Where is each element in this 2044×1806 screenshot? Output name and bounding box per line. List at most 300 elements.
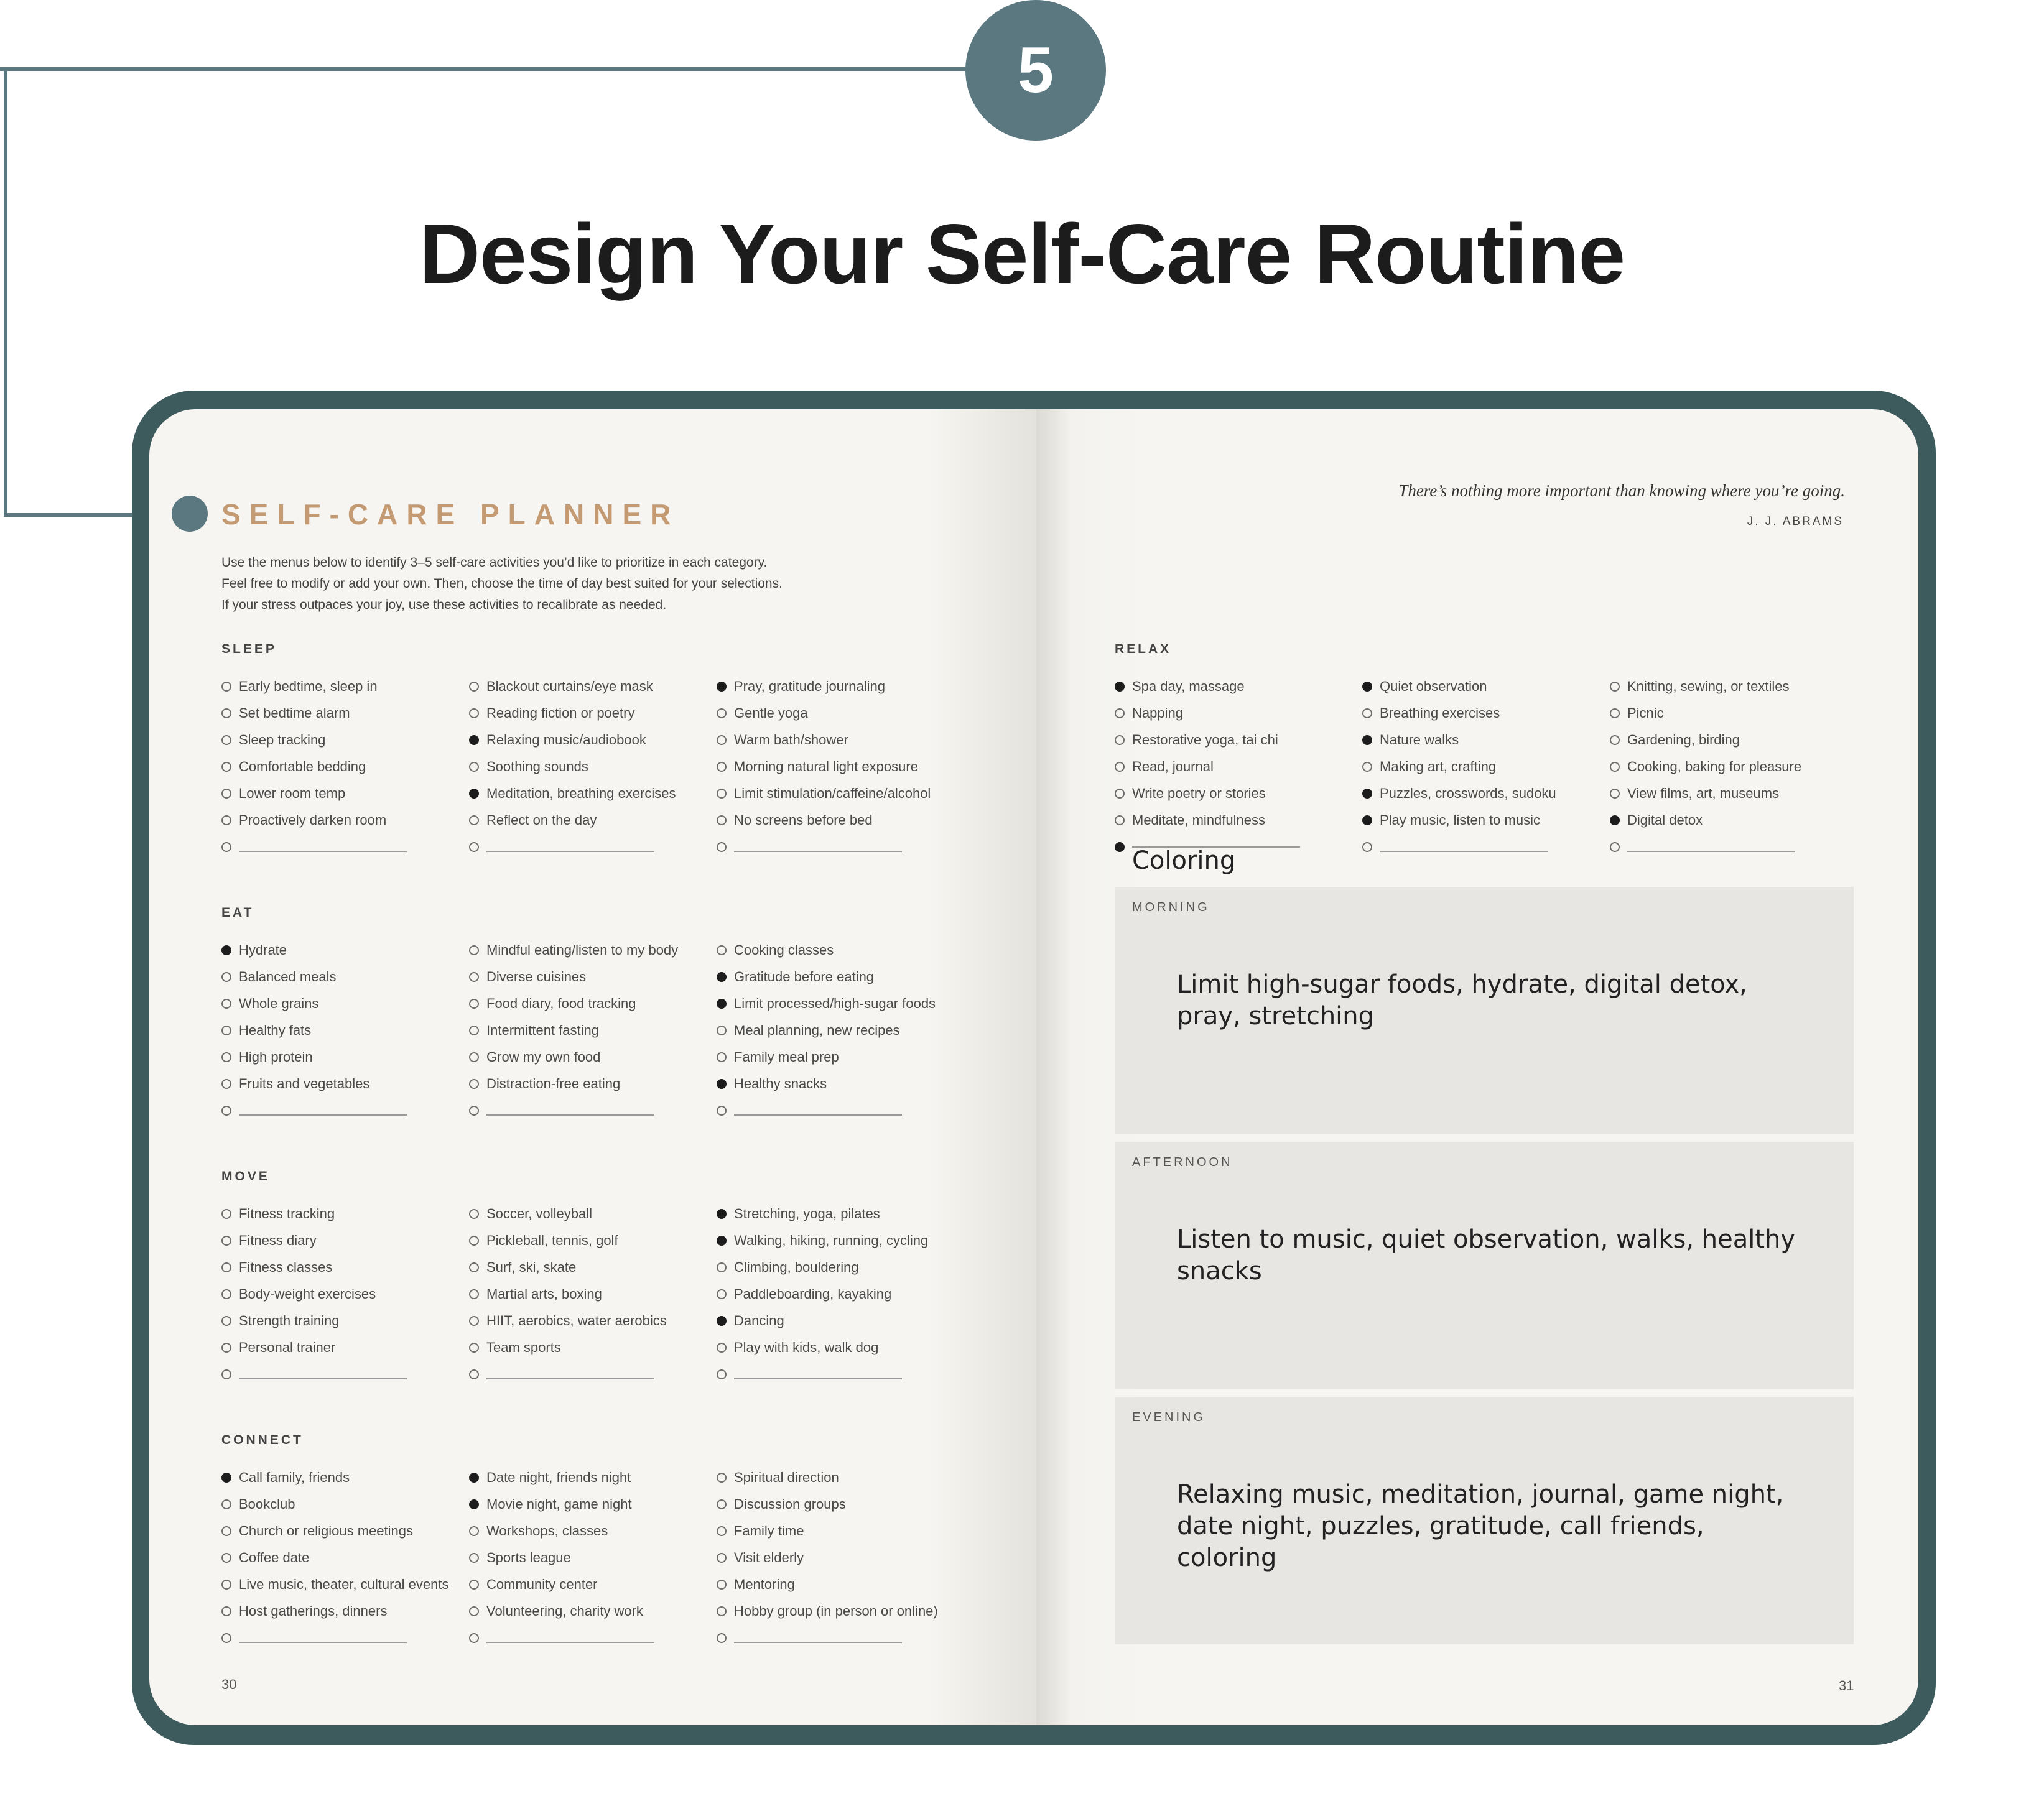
radio-empty-icon[interactable] bbox=[717, 1369, 727, 1379]
eat-option[interactable] bbox=[469, 1017, 718, 1044]
move-option[interactable] bbox=[717, 1334, 965, 1361]
radio-empty-icon[interactable] bbox=[221, 1289, 231, 1299]
radio-checked-icon[interactable] bbox=[221, 1473, 231, 1483]
move-option[interactable] bbox=[717, 1254, 965, 1280]
eat-option[interactable] bbox=[469, 937, 718, 963]
radio-empty-icon[interactable] bbox=[221, 1106, 231, 1116]
move-option[interactable] bbox=[717, 1307, 965, 1334]
radio-empty-icon[interactable] bbox=[221, 972, 231, 982]
option-label: Reflect on the day bbox=[486, 812, 597, 828]
relax-option[interactable] bbox=[1115, 700, 1363, 726]
sleep-option[interactable] bbox=[221, 807, 470, 833]
relax-option[interactable] bbox=[1115, 780, 1363, 807]
radio-empty-icon[interactable] bbox=[221, 1369, 231, 1379]
radio-empty-icon[interactable] bbox=[717, 945, 727, 955]
option-label: Hydrate bbox=[239, 942, 287, 958]
radio-checked-icon[interactable] bbox=[1362, 735, 1372, 745]
option-label: Proactively darken room bbox=[239, 812, 387, 828]
radio-empty-icon[interactable] bbox=[221, 842, 231, 852]
connect-option[interactable] bbox=[717, 1464, 965, 1491]
eat-option[interactable] bbox=[221, 990, 470, 1017]
radio-empty-icon[interactable] bbox=[469, 682, 479, 692]
afternoon-box bbox=[1115, 1142, 1854, 1389]
radio-empty-icon[interactable] bbox=[717, 842, 727, 852]
eat-options-col3 bbox=[717, 937, 965, 1124]
radio-empty-icon[interactable] bbox=[221, 999, 231, 1009]
radio-empty-icon[interactable] bbox=[469, 815, 479, 825]
option-label: Set bedtime alarm bbox=[239, 705, 350, 721]
radio-empty-icon[interactable] bbox=[469, 1606, 479, 1616]
eat-option[interactable] bbox=[221, 963, 470, 990]
move-option[interactable] bbox=[717, 1227, 965, 1254]
radio-checked-icon[interactable] bbox=[717, 1236, 727, 1246]
radio-checked-icon[interactable] bbox=[717, 682, 727, 692]
radio-checked-icon[interactable] bbox=[717, 1316, 727, 1326]
radio-empty-icon[interactable] bbox=[221, 1052, 231, 1062]
option-label: Bookclub bbox=[239, 1496, 295, 1512]
radio-empty-icon[interactable] bbox=[717, 1106, 727, 1116]
radio-checked-icon[interactable] bbox=[717, 1079, 727, 1089]
write-in-line[interactable] bbox=[734, 1642, 902, 1643]
radio-checked-icon[interactable] bbox=[1115, 682, 1125, 692]
radio-empty-icon[interactable] bbox=[717, 815, 727, 825]
eat-option[interactable] bbox=[717, 963, 965, 990]
handwritten-entry: Coloring bbox=[1132, 846, 1236, 875]
move-write-in-option[interactable] bbox=[469, 1361, 718, 1387]
radio-empty-icon[interactable] bbox=[1362, 842, 1372, 852]
radio-checked-icon[interactable] bbox=[1362, 789, 1372, 799]
radio-empty-icon[interactable] bbox=[469, 945, 479, 955]
relax-write-in-option[interactable] bbox=[1610, 833, 1859, 860]
eat-option[interactable] bbox=[717, 1070, 965, 1097]
option-label: Discussion groups bbox=[734, 1496, 846, 1512]
radio-empty-icon[interactable] bbox=[221, 1026, 231, 1035]
relax-option[interactable] bbox=[1610, 700, 1859, 726]
option-label: Napping bbox=[1132, 705, 1183, 721]
radio-empty-icon[interactable] bbox=[469, 842, 479, 852]
radio-empty-icon[interactable] bbox=[469, 1316, 479, 1326]
move-option[interactable] bbox=[221, 1334, 470, 1361]
planner-intro bbox=[221, 552, 968, 616]
relax-option[interactable] bbox=[1610, 807, 1859, 833]
radio-empty-icon[interactable] bbox=[1610, 682, 1620, 692]
option-label: Intermittent fasting bbox=[486, 1022, 599, 1038]
connect-option[interactable] bbox=[221, 1544, 470, 1571]
option-label: Making art, crafting bbox=[1380, 758, 1497, 774]
option-label: Cooking classes bbox=[734, 942, 834, 958]
move-option[interactable] bbox=[717, 1200, 965, 1227]
option-label: Fitness classes bbox=[239, 1259, 333, 1275]
radio-empty-icon[interactable] bbox=[1610, 789, 1620, 799]
radio-empty-icon[interactable] bbox=[717, 1633, 727, 1643]
relax-option[interactable] bbox=[1115, 673, 1363, 700]
eat-options-col1 bbox=[221, 937, 470, 1124]
connect-option[interactable] bbox=[717, 1544, 965, 1571]
relax-options-col1 bbox=[1115, 673, 1363, 875]
write-in-line[interactable] bbox=[1132, 846, 1300, 875]
radio-empty-icon[interactable] bbox=[469, 1079, 479, 1089]
sleep-option[interactable] bbox=[717, 726, 965, 753]
radio-empty-icon[interactable] bbox=[221, 735, 231, 745]
radio-empty-icon[interactable] bbox=[221, 1606, 231, 1616]
connect-options-col1 bbox=[221, 1464, 470, 1651]
connect-option[interactable] bbox=[469, 1571, 718, 1598]
radio-empty-icon[interactable] bbox=[1115, 789, 1125, 799]
radio-empty-icon[interactable] bbox=[469, 1026, 479, 1035]
radio-empty-icon[interactable] bbox=[469, 999, 479, 1009]
intro-line: If your stress outpaces your joy, use these activities to recalibrate as needed. bbox=[221, 598, 667, 612]
radio-checked-icon[interactable] bbox=[221, 945, 231, 955]
quote-author: J. J. ABRAMS bbox=[1747, 515, 1844, 528]
relax-option[interactable] bbox=[1115, 807, 1363, 833]
eat-option[interactable] bbox=[717, 990, 965, 1017]
radio-checked-icon[interactable] bbox=[469, 789, 479, 799]
relax-option[interactable] bbox=[1362, 753, 1611, 780]
category-label-relax: RELAX bbox=[1115, 642, 1172, 656]
move-option[interactable] bbox=[469, 1280, 718, 1307]
option-label: Breathing exercises bbox=[1380, 705, 1500, 721]
radio-empty-icon[interactable] bbox=[221, 815, 231, 825]
radio-empty-icon[interactable] bbox=[221, 1316, 231, 1326]
radio-empty-icon[interactable] bbox=[717, 1026, 727, 1035]
option-label: Warm bath/shower bbox=[734, 731, 848, 748]
connect-option[interactable] bbox=[221, 1571, 470, 1598]
radio-empty-icon[interactable] bbox=[1362, 762, 1372, 772]
radio-empty-icon[interactable] bbox=[221, 789, 231, 799]
connect-option[interactable] bbox=[221, 1464, 470, 1491]
sleep-option[interactable] bbox=[469, 807, 718, 833]
write-in-line[interactable] bbox=[1627, 851, 1795, 852]
radio-empty-icon[interactable] bbox=[717, 1553, 727, 1563]
connect-write-in-option[interactable] bbox=[469, 1624, 718, 1651]
radio-empty-icon[interactable] bbox=[469, 1262, 479, 1272]
radio-checked-icon[interactable] bbox=[717, 999, 727, 1009]
radio-empty-icon[interactable] bbox=[1115, 762, 1125, 772]
radio-empty-icon[interactable] bbox=[717, 1052, 727, 1062]
eat-option[interactable] bbox=[469, 1044, 718, 1070]
relax-write-in-option[interactable] bbox=[1115, 833, 1363, 875]
option-label: Play with kids, walk dog bbox=[734, 1339, 879, 1355]
option-label: Meditate, mindfulness bbox=[1132, 812, 1265, 828]
move-options-col2 bbox=[469, 1200, 718, 1387]
radio-empty-icon[interactable] bbox=[717, 1262, 727, 1272]
category-label-move: MOVE bbox=[221, 1169, 270, 1183]
move-option[interactable] bbox=[469, 1227, 718, 1254]
option-label: Comfortable bedding bbox=[239, 758, 366, 774]
sleep-option[interactable] bbox=[469, 726, 718, 753]
radio-empty-icon[interactable] bbox=[717, 1289, 727, 1299]
radio-empty-icon[interactable] bbox=[469, 1289, 479, 1299]
eat-write-in-option[interactable] bbox=[469, 1097, 718, 1124]
option-label: Surf, ski, skate bbox=[486, 1259, 577, 1275]
connect-option[interactable] bbox=[469, 1491, 718, 1517]
radio-empty-icon[interactable] bbox=[221, 1236, 231, 1246]
sleep-option[interactable] bbox=[469, 780, 718, 807]
radio-empty-icon[interactable] bbox=[717, 1343, 727, 1353]
connect-option[interactable] bbox=[469, 1464, 718, 1491]
radio-checked-icon[interactable] bbox=[469, 1473, 479, 1483]
option-label: Quiet observation bbox=[1380, 678, 1487, 694]
connect-option[interactable] bbox=[221, 1598, 470, 1624]
option-label: Limit processed/high-sugar foods bbox=[734, 995, 936, 1011]
option-label: Grow my own food bbox=[486, 1049, 601, 1065]
write-in-line[interactable] bbox=[486, 851, 654, 852]
radio-empty-icon[interactable] bbox=[1610, 762, 1620, 772]
radio-checked-icon[interactable] bbox=[1362, 815, 1372, 825]
sleep-option[interactable] bbox=[221, 780, 470, 807]
relax-option[interactable] bbox=[1610, 780, 1859, 807]
option-label: Spiritual direction bbox=[734, 1469, 839, 1485]
sleep-option[interactable] bbox=[221, 726, 470, 753]
radio-empty-icon[interactable] bbox=[1115, 815, 1125, 825]
relax-options-col3 bbox=[1610, 673, 1859, 860]
radio-empty-icon[interactable] bbox=[469, 708, 479, 718]
radio-empty-icon[interactable] bbox=[1115, 735, 1125, 745]
sleep-option[interactable] bbox=[717, 673, 965, 700]
radio-checked-icon[interactable] bbox=[717, 972, 727, 982]
radio-empty-icon[interactable] bbox=[717, 1499, 727, 1509]
radio-checked-icon[interactable] bbox=[469, 735, 479, 745]
eat-option[interactable] bbox=[469, 963, 718, 990]
sleep-options-col3 bbox=[717, 673, 965, 860]
move-option[interactable] bbox=[717, 1280, 965, 1307]
radio-empty-icon[interactable] bbox=[469, 1343, 479, 1353]
eat-option[interactable] bbox=[717, 1017, 965, 1044]
option-label: Morning natural light exposure bbox=[734, 758, 918, 774]
eat-options-col2 bbox=[469, 937, 718, 1124]
write-in-line[interactable] bbox=[1380, 851, 1548, 852]
radio-empty-icon[interactable] bbox=[717, 735, 727, 745]
radio-checked-icon[interactable] bbox=[717, 1209, 727, 1219]
write-in-line[interactable] bbox=[734, 1114, 902, 1116]
radio-empty-icon[interactable] bbox=[717, 1580, 727, 1590]
eat-option[interactable] bbox=[221, 1017, 470, 1044]
radio-checked-icon[interactable] bbox=[1115, 842, 1125, 852]
option-label: Meal planning, new recipes bbox=[734, 1022, 900, 1038]
radio-empty-icon[interactable] bbox=[221, 1343, 231, 1353]
eat-write-in-option[interactable] bbox=[221, 1097, 470, 1124]
move-option[interactable] bbox=[469, 1334, 718, 1361]
move-option[interactable] bbox=[469, 1254, 718, 1280]
radio-empty-icon[interactable] bbox=[717, 1606, 727, 1616]
connect-option[interactable] bbox=[717, 1598, 965, 1624]
relax-write-in-option[interactable] bbox=[1362, 833, 1611, 860]
connect-option[interactable] bbox=[469, 1517, 718, 1544]
write-in-line[interactable] bbox=[486, 1378, 654, 1379]
sleep-options-col1 bbox=[221, 673, 470, 860]
option-label: Team sports bbox=[486, 1339, 561, 1355]
radio-empty-icon[interactable] bbox=[717, 789, 727, 799]
radio-empty-icon[interactable] bbox=[469, 762, 479, 772]
move-option[interactable] bbox=[221, 1280, 470, 1307]
radio-empty-icon[interactable] bbox=[469, 972, 479, 982]
option-label: Workshops, classes bbox=[486, 1522, 608, 1539]
radio-empty-icon[interactable] bbox=[221, 1499, 231, 1509]
radio-empty-icon[interactable] bbox=[221, 1553, 231, 1563]
option-label: Martial arts, boxing bbox=[486, 1285, 602, 1302]
option-label: HIIT, aerobics, water aerobics bbox=[486, 1312, 667, 1328]
radio-empty-icon[interactable] bbox=[221, 682, 231, 692]
eat-option[interactable] bbox=[221, 1044, 470, 1070]
radio-empty-icon[interactable] bbox=[469, 1052, 479, 1062]
move-write-in-option[interactable] bbox=[221, 1361, 470, 1387]
radio-empty-icon[interactable] bbox=[717, 762, 727, 772]
eat-write-in-option[interactable] bbox=[717, 1097, 965, 1124]
radio-empty-icon[interactable] bbox=[221, 1079, 231, 1089]
sleep-option[interactable] bbox=[469, 753, 718, 780]
intro-line: Use the menus below to identify 3–5 self-care activities you’d like to prioritize in each category. bbox=[221, 555, 768, 570]
eat-option[interactable] bbox=[469, 1070, 718, 1097]
option-label: View films, art, museums bbox=[1627, 785, 1780, 801]
write-in-line[interactable] bbox=[734, 851, 902, 852]
move-option[interactable] bbox=[221, 1200, 470, 1227]
step-number-badge: 5 bbox=[965, 0, 1106, 141]
radio-empty-icon[interactable] bbox=[469, 1526, 479, 1536]
relax-option[interactable] bbox=[1362, 726, 1611, 753]
connect-option[interactable] bbox=[717, 1571, 965, 1598]
option-label: Gentle yoga bbox=[734, 705, 808, 721]
radio-empty-icon[interactable] bbox=[717, 1526, 727, 1536]
write-in-line[interactable] bbox=[239, 1114, 407, 1116]
eat-option[interactable] bbox=[469, 990, 718, 1017]
radio-empty-icon[interactable] bbox=[221, 762, 231, 772]
radio-checked-icon[interactable] bbox=[1610, 815, 1620, 825]
radio-empty-icon[interactable] bbox=[469, 1553, 479, 1563]
option-label: Limit stimulation/caffeine/alcohol bbox=[734, 785, 931, 801]
connect-write-in-option[interactable] bbox=[221, 1624, 470, 1651]
write-in-line[interactable] bbox=[239, 1642, 407, 1643]
relax-option[interactable] bbox=[1362, 700, 1611, 726]
option-label: Climbing, bouldering bbox=[734, 1259, 859, 1275]
option-label: Fitness diary bbox=[239, 1232, 317, 1248]
option-label: Call family, friends bbox=[239, 1469, 350, 1485]
radio-empty-icon[interactable] bbox=[221, 1209, 231, 1219]
radio-checked-icon[interactable] bbox=[469, 1499, 479, 1509]
connect-option[interactable] bbox=[221, 1491, 470, 1517]
sleep-option[interactable] bbox=[717, 753, 965, 780]
eat-option[interactable] bbox=[717, 1044, 965, 1070]
radio-empty-icon[interactable] bbox=[469, 1106, 479, 1116]
sleep-option[interactable] bbox=[221, 753, 470, 780]
sleep-write-in-option[interactable] bbox=[469, 833, 718, 860]
move-option[interactable] bbox=[221, 1254, 470, 1280]
write-in-line[interactable] bbox=[239, 1378, 407, 1379]
option-label: Reading fiction or poetry bbox=[486, 705, 635, 721]
evening-box bbox=[1115, 1397, 1854, 1644]
relax-option[interactable] bbox=[1362, 673, 1611, 700]
connect-option[interactable] bbox=[717, 1517, 965, 1544]
move-option[interactable] bbox=[221, 1307, 470, 1334]
eat-option[interactable] bbox=[717, 937, 965, 963]
write-in-line[interactable] bbox=[734, 1378, 902, 1379]
option-label: Balanced meals bbox=[239, 968, 337, 984]
option-label: Fruits and vegetables bbox=[239, 1075, 370, 1091]
relax-option[interactable] bbox=[1362, 807, 1611, 833]
option-label: Healthy fats bbox=[239, 1022, 312, 1038]
callout-dot bbox=[172, 496, 208, 532]
sleep-option[interactable] bbox=[469, 673, 718, 700]
radio-empty-icon[interactable] bbox=[221, 1633, 231, 1643]
relax-option[interactable] bbox=[1610, 753, 1859, 780]
relax-option[interactable] bbox=[1362, 780, 1611, 807]
sleep-write-in-option[interactable] bbox=[717, 833, 965, 860]
radio-empty-icon[interactable] bbox=[1610, 842, 1620, 852]
radio-empty-icon[interactable] bbox=[469, 1209, 479, 1219]
option-label: Hobby group (in person or online) bbox=[734, 1603, 938, 1619]
connect-option[interactable] bbox=[469, 1598, 718, 1624]
sleep-option[interactable] bbox=[717, 700, 965, 726]
relax-option[interactable] bbox=[1115, 726, 1363, 753]
option-label: Healthy snacks bbox=[734, 1075, 827, 1091]
radio-empty-icon[interactable] bbox=[1610, 708, 1620, 718]
option-label: No screens before bed bbox=[734, 812, 873, 828]
radio-empty-icon[interactable] bbox=[1362, 708, 1372, 718]
option-label: Write poetry or stories bbox=[1132, 785, 1266, 801]
option-label: Coffee date bbox=[239, 1549, 310, 1565]
sleep-option[interactable] bbox=[221, 673, 470, 700]
radio-empty-icon[interactable] bbox=[221, 1262, 231, 1272]
page-title: Design Your Self-Care Routine bbox=[419, 206, 1625, 301]
write-in-line[interactable] bbox=[486, 1642, 654, 1643]
radio-empty-icon[interactable] bbox=[469, 1369, 479, 1379]
sleep-option[interactable] bbox=[717, 807, 965, 833]
morning-text: Limit high-sugar foods, hydrate, digital detox, pray, stretching bbox=[1177, 970, 1747, 1030]
radio-empty-icon[interactable] bbox=[1610, 735, 1620, 745]
relax-option[interactable] bbox=[1610, 726, 1859, 753]
category-label-eat: EAT bbox=[221, 905, 254, 920]
radio-empty-icon[interactable] bbox=[717, 1473, 727, 1483]
option-label: Church or religious meetings bbox=[239, 1522, 414, 1539]
sleep-options-col2 bbox=[469, 673, 718, 860]
connect-write-in-option[interactable] bbox=[717, 1624, 965, 1651]
sleep-option[interactable] bbox=[221, 700, 470, 726]
radio-empty-icon[interactable] bbox=[221, 1580, 231, 1590]
option-label: Mentoring bbox=[734, 1576, 795, 1592]
sleep-write-in-option[interactable] bbox=[221, 833, 470, 860]
move-option[interactable] bbox=[469, 1307, 718, 1334]
relax-option[interactable] bbox=[1115, 753, 1363, 780]
write-in-line[interactable] bbox=[486, 1114, 654, 1116]
option-label: Gardening, birding bbox=[1627, 731, 1740, 748]
sleep-option[interactable] bbox=[717, 780, 965, 807]
connect-option[interactable] bbox=[469, 1544, 718, 1571]
move-option[interactable] bbox=[469, 1200, 718, 1227]
radio-empty-icon[interactable] bbox=[1115, 708, 1125, 718]
move-option[interactable] bbox=[221, 1227, 470, 1254]
radio-empty-icon[interactable] bbox=[469, 1236, 479, 1246]
radio-empty-icon[interactable] bbox=[469, 1580, 479, 1590]
radio-empty-icon[interactable] bbox=[221, 708, 231, 718]
option-label: Date night, friends night bbox=[486, 1469, 631, 1485]
eat-option[interactable] bbox=[221, 1070, 470, 1097]
option-label: Body-weight exercises bbox=[239, 1285, 376, 1302]
radio-empty-icon[interactable] bbox=[469, 1633, 479, 1643]
evening-label: EVENING bbox=[1132, 1410, 1206, 1424]
radio-empty-icon[interactable] bbox=[717, 708, 727, 718]
option-label: Meditation, breathing exercises bbox=[486, 785, 676, 801]
sleep-option[interactable] bbox=[469, 700, 718, 726]
eat-option[interactable] bbox=[221, 937, 470, 963]
write-in-line[interactable] bbox=[239, 851, 407, 852]
connect-option[interactable] bbox=[717, 1491, 965, 1517]
page-number-right: 31 bbox=[1839, 1678, 1854, 1693]
radio-checked-icon[interactable] bbox=[1362, 682, 1372, 692]
connect-option[interactable] bbox=[221, 1517, 470, 1544]
callout-line bbox=[0, 67, 970, 71]
relax-option[interactable] bbox=[1610, 673, 1859, 700]
radio-empty-icon[interactable] bbox=[221, 1526, 231, 1536]
move-write-in-option[interactable] bbox=[717, 1361, 965, 1387]
